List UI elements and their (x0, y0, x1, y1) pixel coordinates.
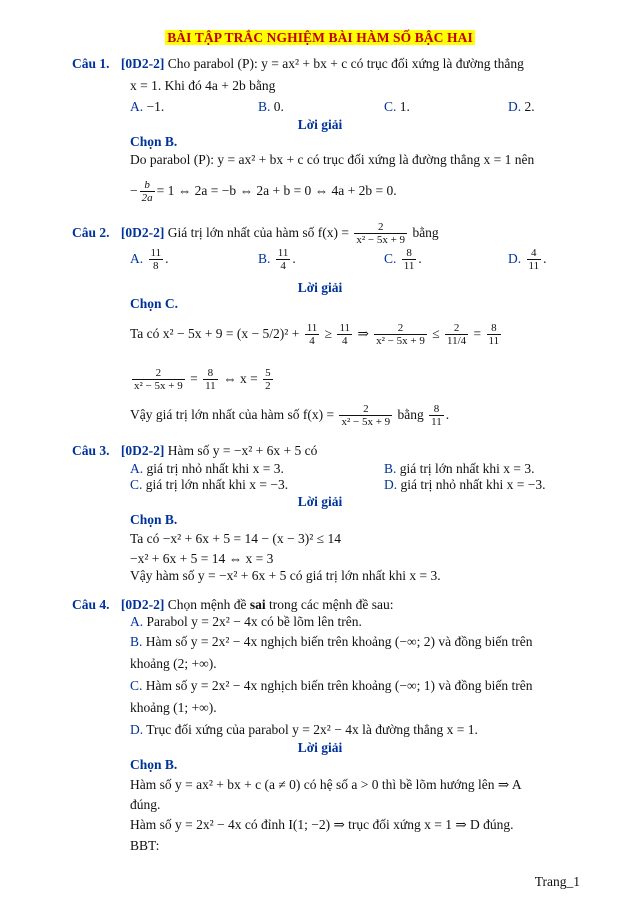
q3-solution-line-1: Ta có −x² + 6x + 5 = 14 − (x − 3)² ≤ 14 (130, 531, 341, 546)
q2-option-d[interactable]: D. $\frac{4}{11}$ . (508, 247, 547, 273)
page-title: BÀI TẬP TRẮC NGHIỆM BÀI HÀM SỐ BẬC HAI (167, 30, 473, 45)
q1-answer: Chọn B. (130, 134, 178, 149)
q3-option-b[interactable]: B. giá trị lớn nhất khi x = 3. (384, 461, 535, 476)
page-number: Trang_1 (534, 874, 580, 889)
q1-solution-line-1: Do parabol (P): y = ax² + bx + c có trục đối xứng là đường thẳng x = 1 nên (130, 152, 535, 167)
q1-solution-heading: Lời giải (297, 117, 343, 132)
q1-option-c[interactable]: C. 1. (384, 99, 410, 114)
q3-option-d[interactable]: D. giá trị nhỏ nhất khi x = −3. (384, 477, 546, 492)
q2-option-c[interactable]: C. $\frac{8}{11}$ . (384, 247, 422, 273)
q4-solution-line-4: BBT: (130, 838, 160, 853)
q2-option-a[interactable]: A. $\frac{11}{8}$ . (130, 247, 169, 273)
q3-solution-line-2: −x² + 6x + 5 = 14 ⇔ x = 3 (130, 551, 274, 566)
q4-answer: Chọn B. (130, 757, 178, 772)
q2-solution-line-2: $\frac{2}{\text{x² − 5x + 9}}$ = $\frac{8}{11}$ ⇔ x = $\frac{5}{2}$ (134, 367, 271, 393)
q1-option-d[interactable]: D. 2. (508, 99, 535, 114)
q1-option-b[interactable]: B. 0. (258, 99, 284, 114)
q2-solution-heading: Lời giải (297, 280, 343, 295)
q4-option-d[interactable]: D. Trục đối xứng của parabol y = 2x² − 4x là đường thẳng x = 1. (130, 722, 478, 737)
question-1-line-2: x = 1. Khi đó 4a + 2b bằng (130, 78, 276, 93)
q3-solution-heading: Lời giải (297, 494, 343, 509)
question-4: Câu 4. [0D2-2] Chọn mệnh đề sai trong các mệnh đề sau: (72, 597, 394, 612)
q2-answer: Chọn C. (130, 296, 179, 311)
question-2: Câu 2. [0D2-2] Giá trị lớn nhất của hàm số f(x) = $\frac{2}{\text{x² − 5x + 9}}$ bằng (72, 221, 439, 247)
q2-solution-line-3: Vậy giá trị lớn nhất của hàm số f(x) = $\frac{2}{\text{x² − 5x + 9}}$ bằng $\frac{8}{11}$ . (130, 403, 450, 429)
q4-option-b[interactable]: B. Hàm số y = 2x² − 4x nghịch biến trên khoảng (−∞; 2) và đồng biến trên (130, 634, 533, 649)
q4-solution-line-2: đúng. (130, 797, 161, 812)
q3-option-c[interactable]: C. giá trị lớn nhất khi x = −3. (130, 477, 289, 492)
q4-solution-line-1: Hàm số y = ax² + bx + c (a ≠ 0) có hệ số a > 0 thì bề lõm hướng lên ⇒ A (130, 777, 522, 792)
q2-option-b[interactable]: B. $\frac{11}{4}$ . (258, 247, 296, 273)
q1-option-a[interactable]: A. −1. (130, 99, 165, 114)
q3-option-a[interactable]: A. giá trị nhỏ nhất khi x = 3. (130, 461, 284, 476)
q4-option-c[interactable]: C. Hàm số y = 2x² − 4x nghịch biến trên khoảng (−∞; 1) và đồng biến trên (130, 678, 533, 693)
q1-solution-line-2: − $\frac{b}{2a}$ = 1 ⇔ 2a = −b ⇔ 2a + b = 0 ⇔ 4a + 2b = 0. (130, 179, 397, 205)
question-1: Câu 1. [0D2-2] Cho parabol (P): y = ax² + bx + c có trục đối xứng là đường thẳng (72, 56, 524, 71)
q4-option-c-line-2: khoảng (1; +∞). (130, 700, 217, 715)
q4-option-a[interactable]: A. Parabol y = 2x² − 4x có bề lõm lên trên. (130, 614, 362, 629)
q4-solution-heading: Lời giải (297, 740, 343, 755)
q3-answer: Chọn B. (130, 512, 178, 527)
q4-solution-line-3: Hàm số y = 2x² − 4x có đỉnh I(1; −2) ⇒ trục đối xứng x = 1 ⇒ D đúng. (130, 817, 514, 832)
question-3: Câu 3. [0D2-2] Hàm số y = −x² + 6x + 5 có (72, 443, 318, 458)
q2-solution-line-1: Ta có x² − 5x + 9 = (x − 5/2)² + $\frac{11}{4}$ ≥ $\frac{11}{4}$ ⇒ $\frac{2}{\text{x² − 5x + 9}}$ ≤ $\frac{2}{11/4}$ = $\frac{8}{11}$ (130, 322, 500, 348)
q4-option-b-line-2: khoảng (2; +∞). (130, 656, 217, 671)
q3-solution-line-3: Vậy hàm số y = −x² + 6x + 5 có giá trị lớn nhất khi x = 3. (130, 568, 441, 583)
